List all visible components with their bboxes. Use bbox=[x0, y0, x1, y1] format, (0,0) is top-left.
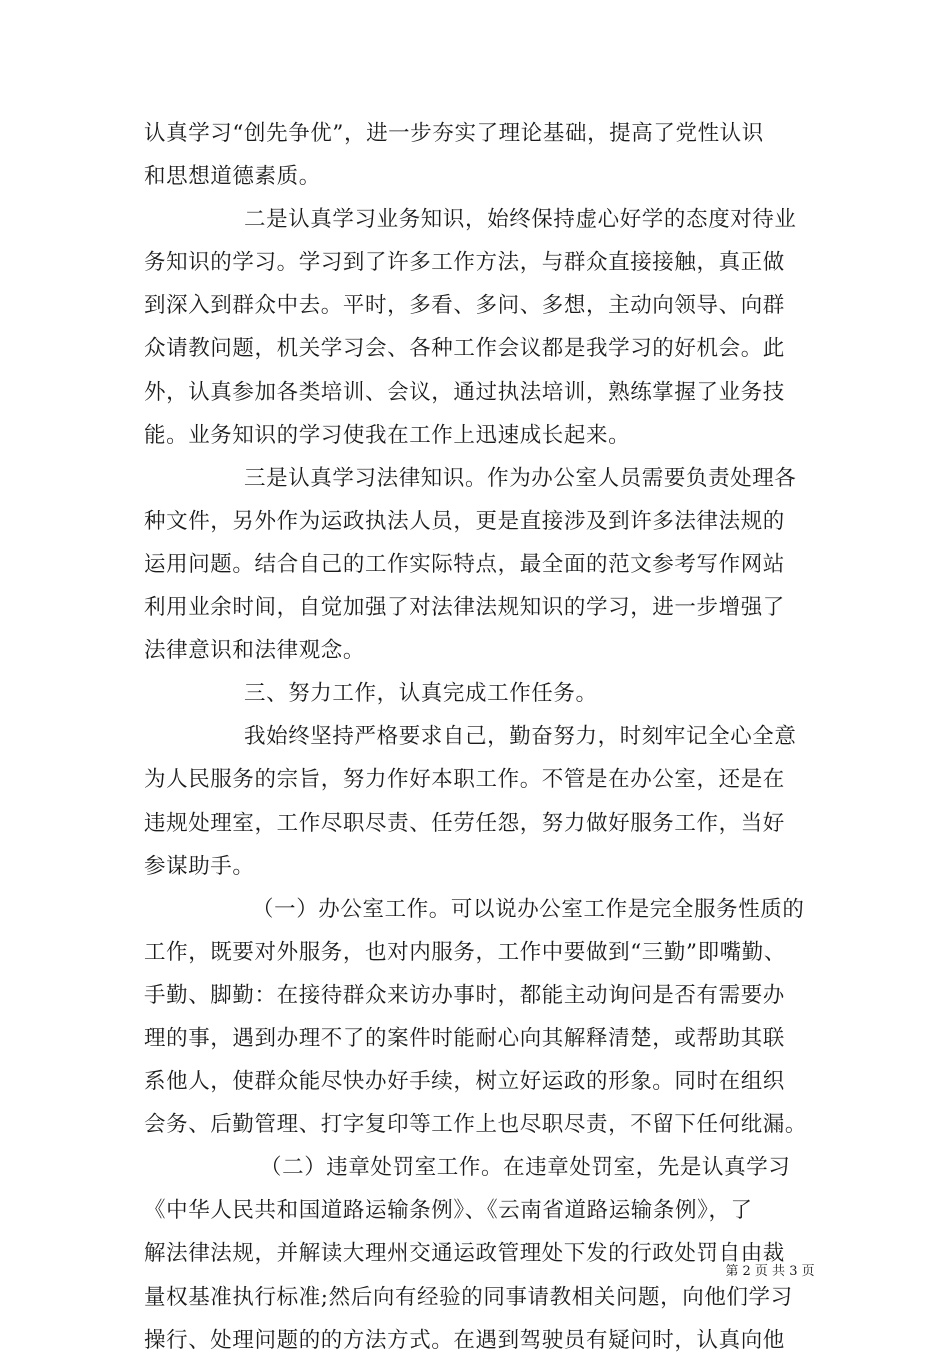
text-line: 外，认真参加各类培训、会议，通过执法培训，熟练掌握了业务技 bbox=[144, 379, 785, 405]
text-line: 众请教问题，机关学习会、各种工作会议都是我学习的好机会。此 bbox=[144, 336, 785, 362]
text-line: 到深入到群众中去。平时，多看、多问、多想，主动向领导、向群 bbox=[144, 293, 785, 319]
document-body bbox=[144, 112, 824, 1362]
text-line: 法律意识和法律观念。 bbox=[144, 638, 366, 664]
text-line: 我始终坚持严格要求自己，勤奋努力，时刻牢记全心全意 bbox=[244, 724, 797, 750]
text-line: 会务、后勤管理、打字复印等工作上也尽职尽责，不留下任何纰漏。 bbox=[144, 1112, 808, 1138]
text-line: 种文件，另外作为运政执法人员，更是直接涉及到许多法律法规的 bbox=[144, 508, 785, 534]
text-line: 能。业务知识的学习使我在工作上迅速成长起来。 bbox=[144, 422, 631, 448]
page-number-footer: 第 2 页 共 3 页 bbox=[725, 1264, 815, 1279]
text-line: 和思想道德素质。 bbox=[144, 164, 321, 190]
text-line: 运用问题。结合自己的工作实际特点，最全面的范文参考写作网站 bbox=[144, 551, 785, 577]
text-line: 操行、处理问题的的方法方式。在遇到驾驶员有疑问时，认真向他 bbox=[144, 1327, 785, 1353]
text-line: 解法律法规，并解读大理州交通运政管理处下发的行政处罚自由裁 bbox=[144, 1241, 785, 1267]
subsection-line: （一）办公室工作。可以说办公室工作是完全服务性质的 bbox=[252, 896, 805, 922]
section-heading: 三、努力工作，认真完成工作任务。 bbox=[244, 681, 598, 707]
text-line: 系他人，使群众能尽快办好手续，树立好运政的形象。同时在组织 bbox=[144, 1069, 785, 1095]
text-line: 利用业余时间，自觉加强了对法律法规知识的学习，进一步增强了 bbox=[144, 595, 785, 621]
text-line: 手勤、脚勤：在接待群众来访办事时，都能主动询问是否有需要办 bbox=[144, 982, 785, 1008]
subsection-line: （二）违章处罚室工作。在违章处罚室，先是认真学习 bbox=[260, 1155, 791, 1181]
text-line: 三是认真学习法律知识。作为办公室人员需要负责处理各 bbox=[244, 465, 797, 491]
text-line: 为人民服务的宗旨，努力作好本职工作。不管是在办公室，还是在 bbox=[144, 767, 785, 793]
text-line: 务知识的学习。学习到了许多工作方法，与群众直接接触，真正做 bbox=[144, 250, 785, 276]
text-line: 违规处理室，工作尽职尽责、任劳任怨，努力做好服务工作，当好 bbox=[144, 810, 785, 836]
text-line: 工作，既要对外服务，也对内服务，工作中要做到“三勤”即嘴勤、 bbox=[144, 939, 786, 965]
text-line: 参谋助手。 bbox=[144, 853, 255, 879]
text-line: 量权基准执行标准;然后向有经验的同事请教相关问题，向他们学习 bbox=[144, 1284, 793, 1310]
text-line: 二是认真学习业务知识，始终保持虚心好学的态度对待业 bbox=[244, 207, 797, 233]
text-line: 《中华人民共和国道路运输条例》、《云南省道路运输条例》，了 bbox=[144, 1198, 753, 1224]
text-line: 理的事，遇到办理不了的案件时能耐心向其解释清楚，或帮助其联 bbox=[144, 1025, 785, 1051]
text-line: 认真学习“创先争优”，进一步夯实了理论基础，提高了党性认识 bbox=[144, 121, 764, 146]
